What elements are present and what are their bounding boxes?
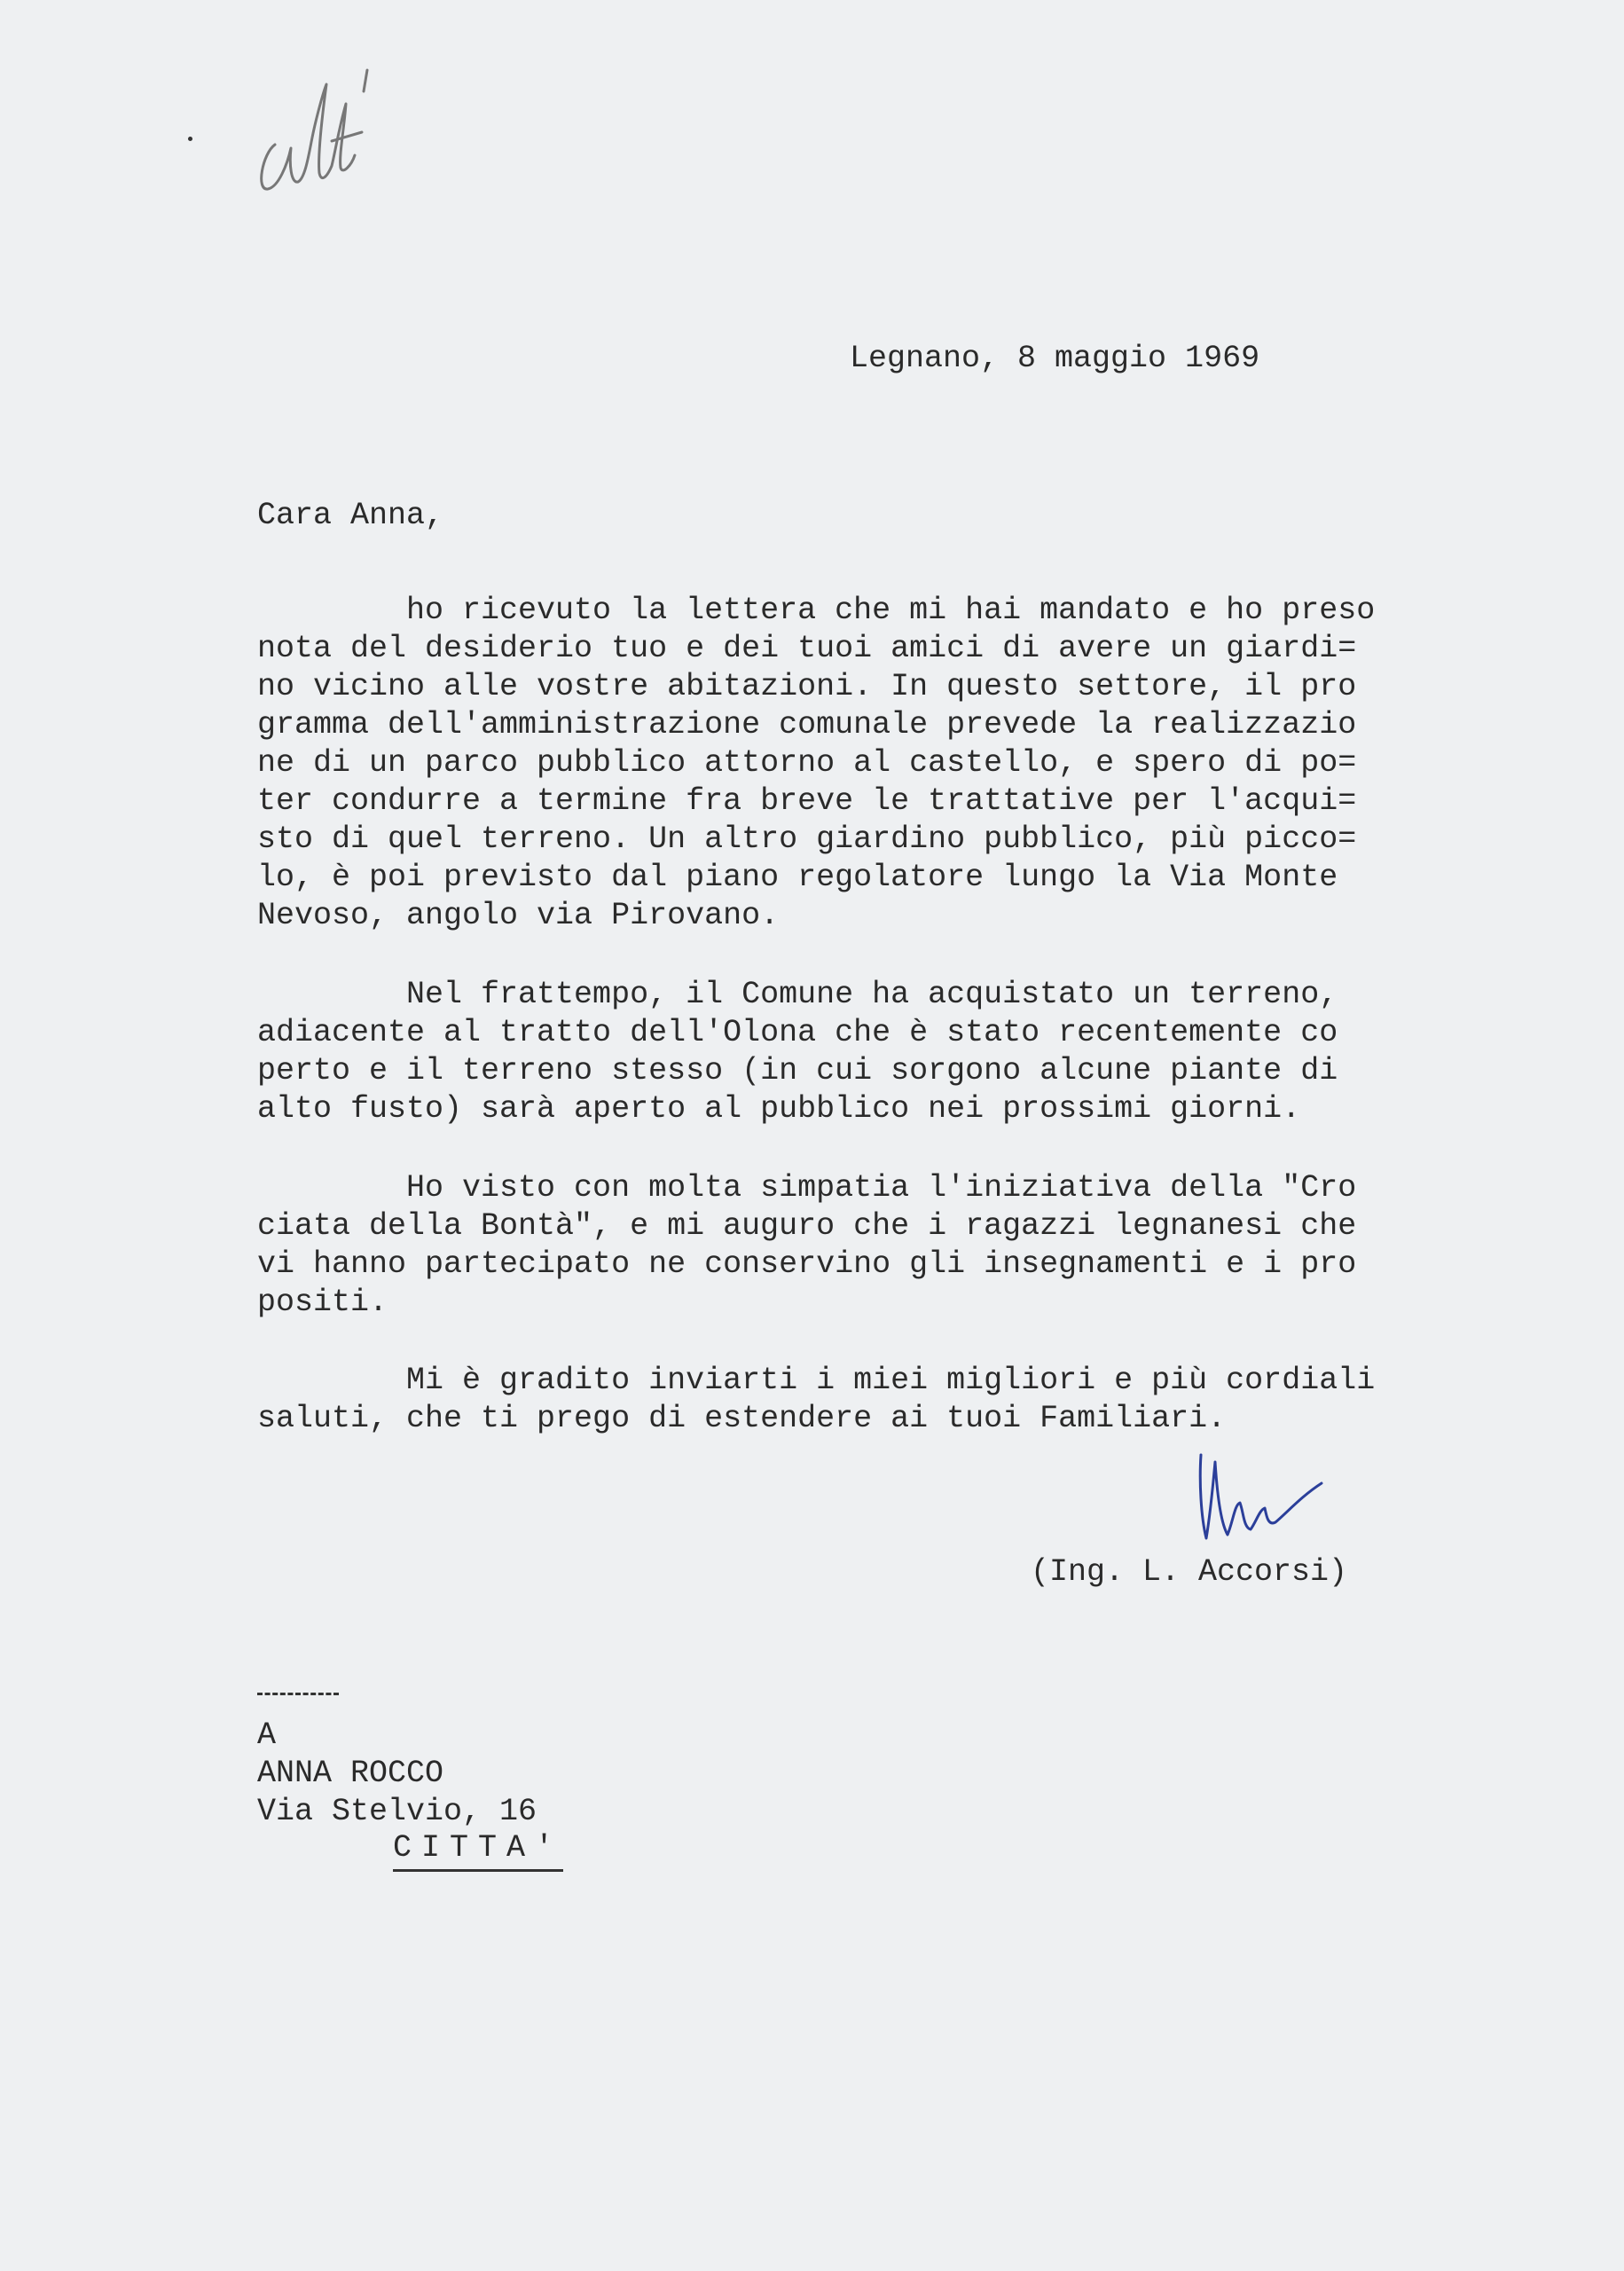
body-line: ciata della Bontà", e mi auguro che i ragazzi legnanesi che (257, 1208, 1357, 1244)
body-line: Nel frattempo, il Comune ha acquistato un terreno, (257, 977, 1338, 1012)
recipient-street: Via Stelvio, 16 (257, 1794, 537, 1829)
body-line: lo, è poi previsto dal piano regolatore lungo la Via Monte (257, 860, 1338, 895)
address-prefix: A (257, 1717, 277, 1753)
recipient-name: ANNA ROCCO (257, 1756, 444, 1791)
body-line: Mi è gradito inviarti i miei migliori e più cordiali (257, 1363, 1376, 1398)
handwritten-signature (1189, 1446, 1335, 1548)
separator-rule (257, 1693, 339, 1695)
body-line: vi hanno partecipato ne conservino gli insegnamenti e i pro (257, 1246, 1357, 1282)
body-line: positi. (257, 1285, 388, 1320)
body-line: sto di quel terreno. Un altro giardino pubblico, più picco= (257, 821, 1357, 857)
signer-name: (Ing. L. Accorsi) (1031, 1554, 1348, 1590)
body-line: Ho visto con molta simpatia l'iniziativa della "Cro (257, 1170, 1357, 1206)
body-line: alto fusto) sarà aperto al pubblico nei prossimi giorni. (257, 1091, 1301, 1127)
body-line: ter condurre a termine fra breve le trattative per l'acqui= (257, 783, 1357, 819)
body-line: Nevoso, angolo via Pirovano. (257, 898, 780, 933)
body-line: nota del desiderio tuo e dei tuoi amici di avere un giardi= (257, 631, 1357, 666)
salutation: Cara Anna, (257, 498, 444, 533)
body-line: ne di un parco pubblico attorno al castello, e spero di po= (257, 745, 1357, 781)
body-line: no vicino alle vostre abitazioni. In questo settore, il pro (257, 669, 1357, 704)
body-line: ho ricevuto la lettera che mi hai mandato e ho preso (257, 593, 1376, 628)
body-line: saluti, che ti prego di estendere ai tuoi Familiari. (257, 1401, 1227, 1436)
body-line: gramma dell'amministrazione comunale prevede la realizzazio (257, 707, 1357, 743)
letter-date: Legnano, 8 maggio 1969 (850, 341, 1260, 376)
body-line: adiacente al tratto dell'Olona che è stato recentemente co (257, 1015, 1338, 1050)
handwritten-annotation (247, 49, 380, 200)
body-line: perto e il terreno stesso (in cui sorgono alcune piante di (257, 1053, 1338, 1088)
recipient-city: CITTA' (393, 1830, 563, 1872)
paper-speck (188, 137, 192, 141)
